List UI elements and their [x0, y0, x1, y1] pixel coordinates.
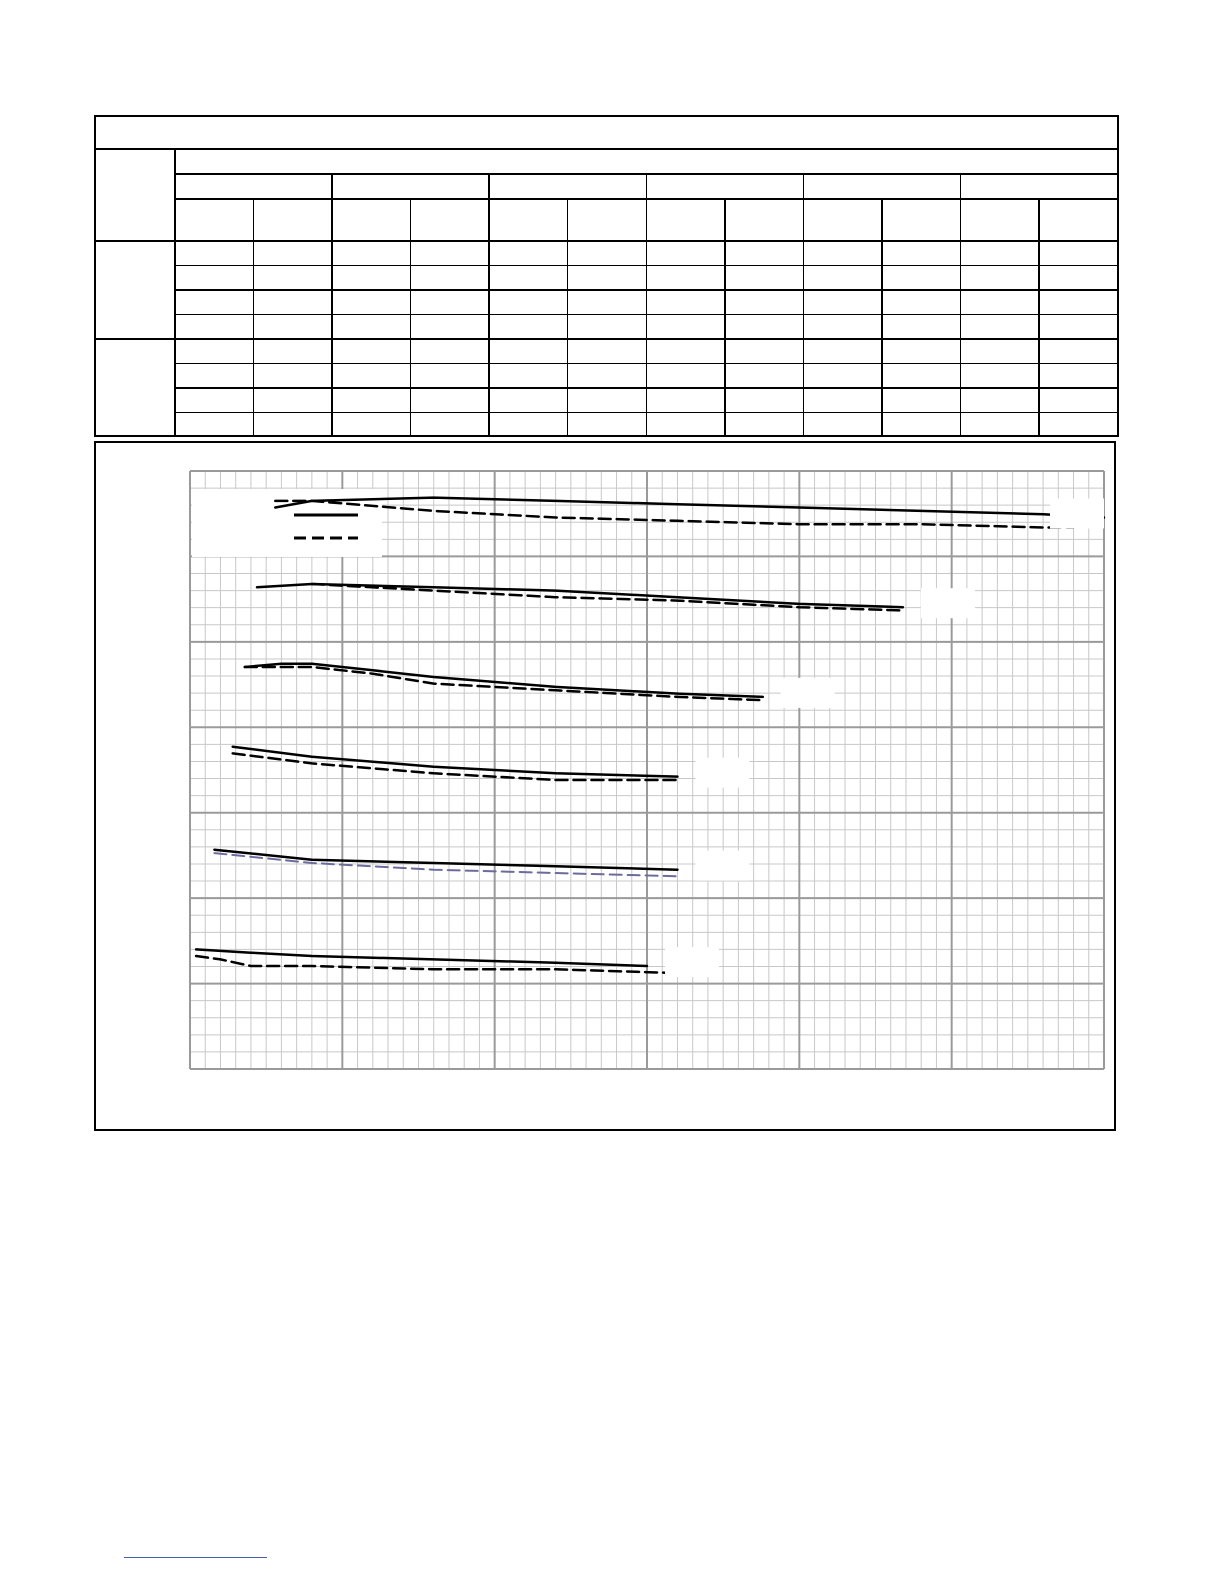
table-sub-column-divider	[410, 198, 412, 435]
series-group2-label-patch	[921, 588, 975, 618]
series-group6-label-patch	[665, 947, 719, 977]
table-sub-column-divider	[253, 198, 255, 435]
table-block-divider	[96, 338, 1117, 340]
table-group-column-divider	[803, 173, 805, 435]
series-group4-label-patch	[695, 758, 749, 788]
table-group-column-divider	[646, 173, 648, 435]
table-title-divider	[96, 148, 1117, 150]
series-group3-label-patch	[781, 678, 835, 708]
table-sub-column-divider	[1038, 198, 1040, 435]
series-group1-label-patch	[1050, 499, 1104, 529]
performance-table	[94, 115, 1119, 437]
series-group5-solid-line	[214, 850, 677, 870]
series-group1-solid-line	[275, 498, 1104, 518]
table-group-column-divider	[488, 173, 490, 435]
series-group6-solid-line	[196, 949, 647, 966]
table-sub-column-divider	[567, 198, 569, 435]
footer-link-rule	[124, 1557, 267, 1558]
chart-panel	[94, 441, 1116, 1131]
table-group-column-divider	[960, 173, 962, 435]
table-body-divider	[96, 240, 1117, 242]
performance-chart	[96, 443, 1114, 1129]
table-label-column-divider	[174, 148, 176, 435]
table-sub-column-divider	[724, 198, 726, 435]
table-group-column-divider	[331, 173, 333, 435]
series-group5-label-patch	[695, 851, 749, 881]
table-sub-column-divider	[881, 198, 883, 435]
